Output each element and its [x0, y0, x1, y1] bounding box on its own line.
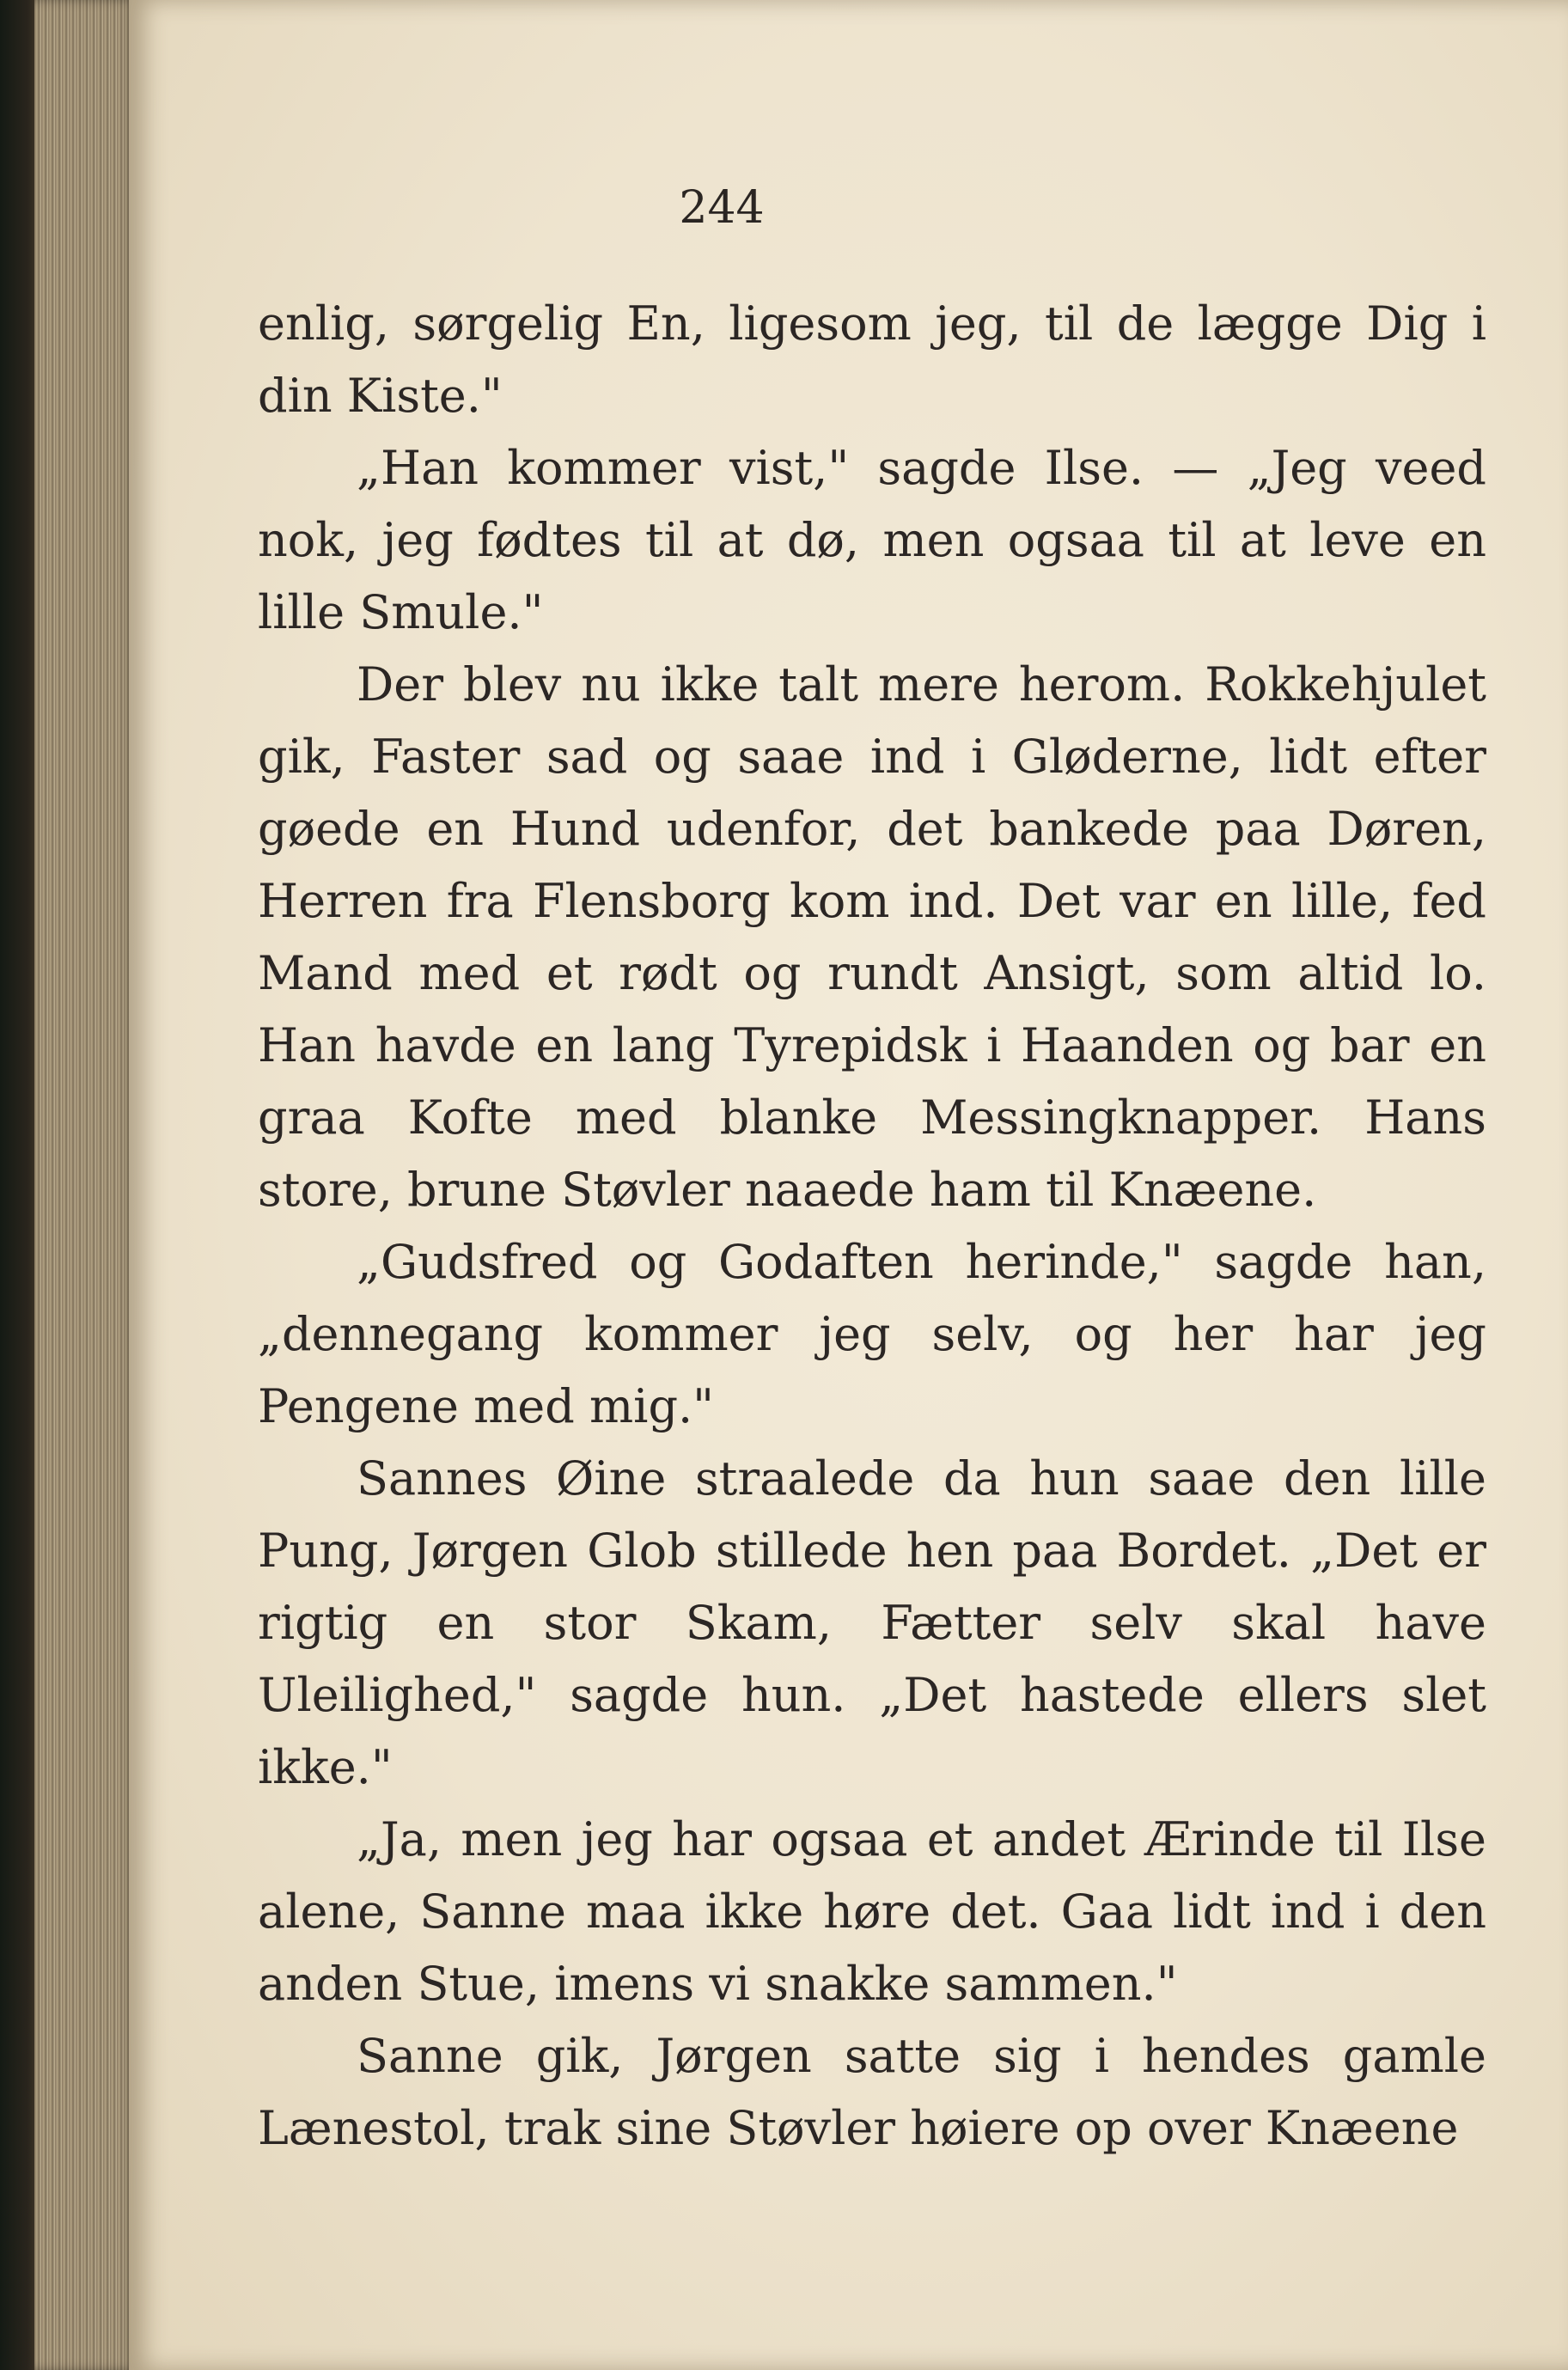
paragraph-6: „Ja, men jeg har ogsaa et andet Ærinde til Ilse alene, Sanne maa ikke høre det. Gaa lidt ind i den anden Stue, imens vi snakke sammen." — [258, 1812, 1486, 2011]
paragraph-5: Sannes Øine straalede da hun saae den lille Pung, Jørgen Glob stillede hen paa Bordet. „Det er rigtig en stor Skam, Fætter selv skal have Uleilighed," sagde hun. „Det hastede ellers slet ikke." — [258, 1451, 1486, 1794]
paragraph-4: „Gudsfred og Godaften herinde," sagde han, „dennegang kommer jeg selv, og her har jeg Pengene med mig." — [258, 1235, 1486, 1433]
paragraph-2: „Han kommer vist," sagde Ilse. — „Jeg veed nok, jeg fødtes til at dø, men ogsaa til at leve en lille Smule." — [258, 441, 1486, 639]
paragraph-1: enlig, sørgelig En, ligesom jeg, til de lægge Dig i din Kiste." — [258, 296, 1486, 423]
page-edges — [34, 0, 137, 2370]
page-number: 244 — [679, 182, 765, 234]
paragraph-3: Der blev nu ikke talt mere herom. Rokkehjulet gik, Faster sad og saae ind i Gløderne, lidt efter gøede en Hund udenfor, det bankede paa Døren, Herren fra Flensborg kom ind. Det var en lille, fed Mand med et rødt og rundt Ansigt, som altid lo. Han havde en lang Tyrepidsk i Haanden og bar en graa Kofte med blanke Messingknapper. Hans store, brune Støvler naaede ham til Knæene. — [258, 657, 1486, 1217]
paragraph-7: Sanne gik, Jørgen satte sig i hendes gamle Lænestol, trak sine Støvler høiere op over Knæene — [258, 2029, 1486, 2155]
body-text — [258, 288, 1486, 2165]
